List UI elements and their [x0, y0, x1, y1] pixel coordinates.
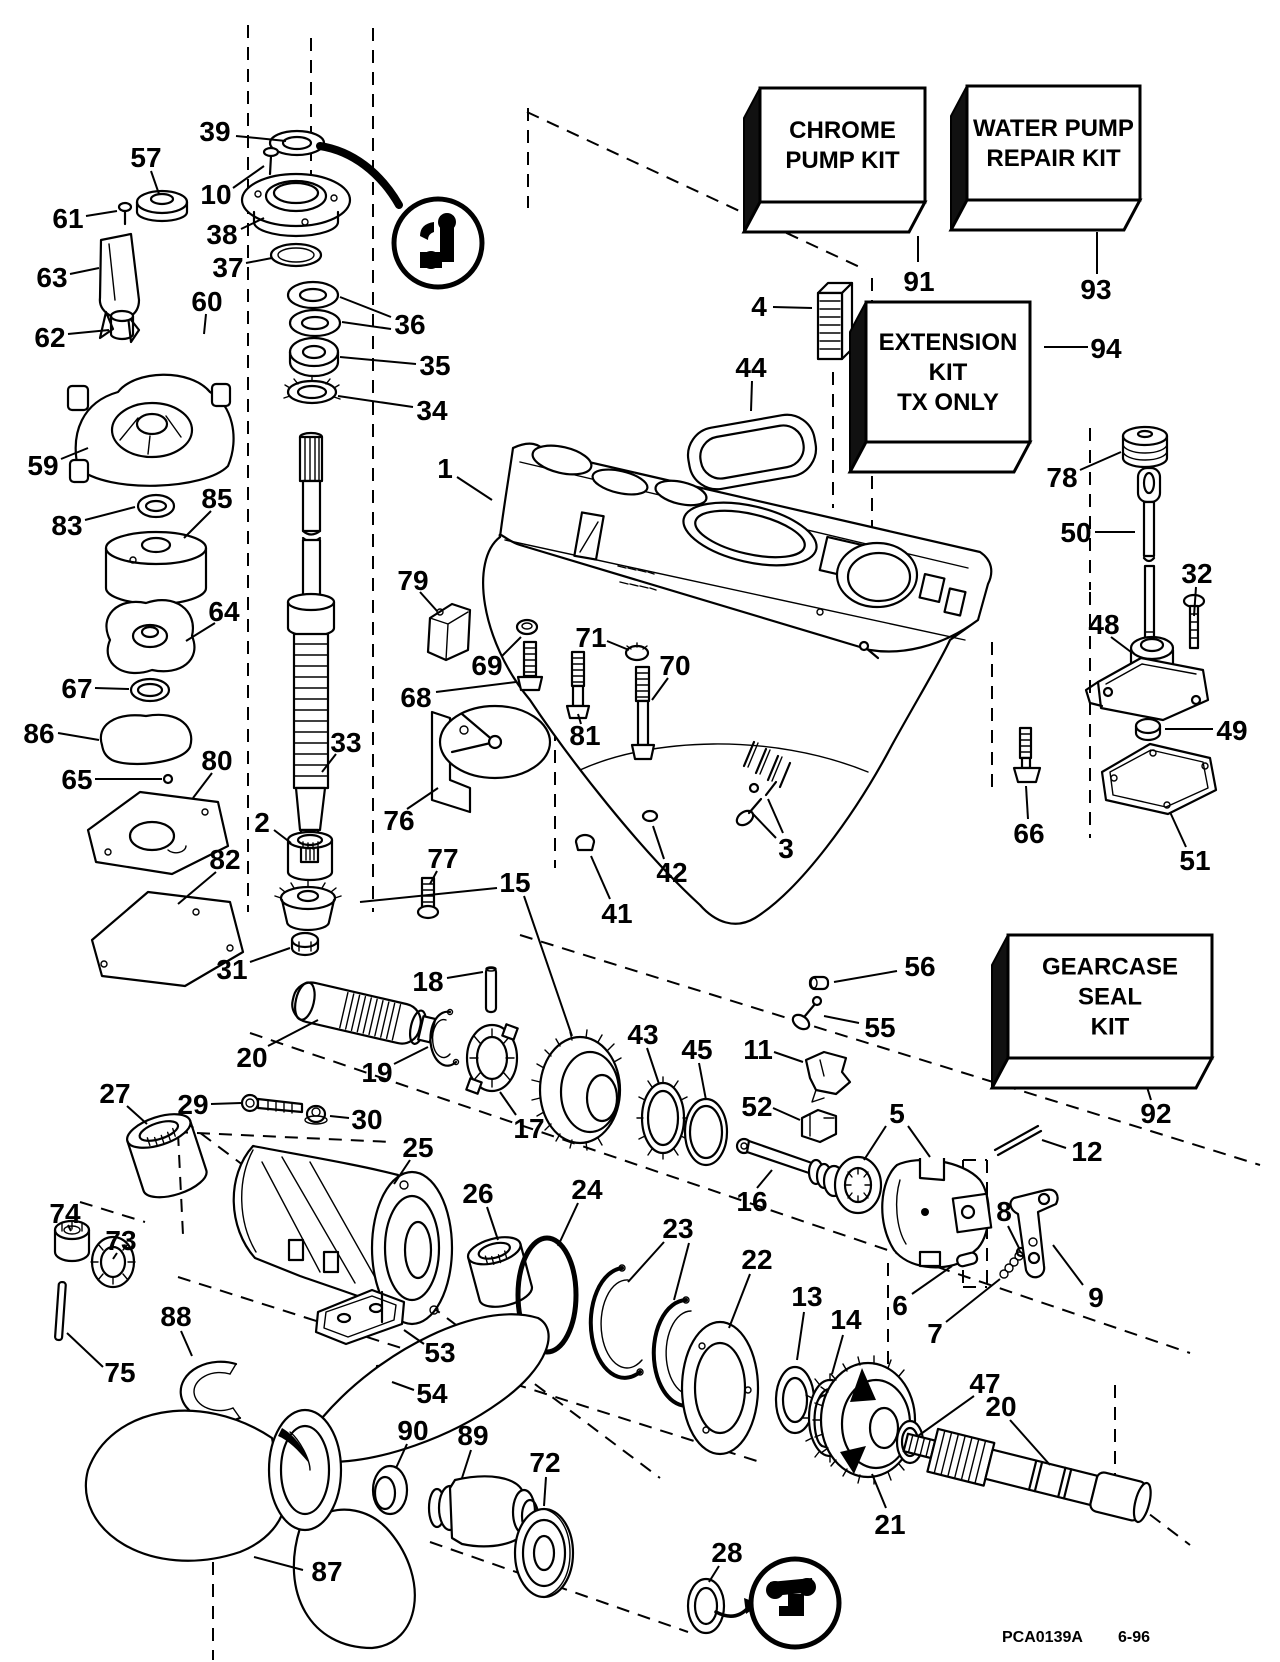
- part-number-79: 79: [397, 565, 429, 596]
- thrust-washer-45-shape: [685, 1099, 727, 1165]
- part-number-8: 8: [996, 1196, 1012, 1227]
- kit-box-94-line-0: EXTENSION: [878, 329, 1018, 356]
- part-number-64: 64: [208, 596, 240, 627]
- oring-67-shape: [131, 679, 169, 701]
- part-number-39: 39: [199, 116, 231, 147]
- part-number-22: 22: [741, 1244, 773, 1275]
- washer-36b-shape: [290, 310, 340, 336]
- part-number-56: 56: [904, 951, 936, 982]
- washer-22-shape: [682, 1322, 758, 1454]
- kit-box-92: [992, 935, 1212, 1088]
- part-number-90: 90: [397, 1415, 429, 1446]
- kit-box-front: [967, 86, 1140, 200]
- part-number-21: 21: [874, 1509, 906, 1540]
- part-number-77: 77: [427, 843, 459, 874]
- cradle-52-shape: [802, 1110, 836, 1142]
- part-number-33: 33: [330, 727, 362, 758]
- part-label-74: [49, 1198, 81, 1231]
- kit-box-bottom: [744, 202, 925, 232]
- part-label-81: [569, 714, 600, 751]
- part-number-48: 48: [1088, 609, 1120, 640]
- part-number-81: 81: [569, 720, 601, 751]
- part-number-10: 10: [200, 179, 232, 210]
- part-number-53: 53: [424, 1337, 456, 1368]
- leader-line-67: [95, 688, 129, 689]
- part-number-69: 69: [471, 650, 503, 681]
- seal-28-shape: [688, 1579, 724, 1633]
- part-number-44: 44: [735, 352, 767, 383]
- pin-18-shape: [486, 967, 496, 1012]
- part-number-78: 78: [1046, 462, 1078, 493]
- part-number-19: 19: [361, 1057, 393, 1088]
- part-number-63: 63: [36, 262, 68, 293]
- part-number-66: 66: [1013, 818, 1045, 849]
- kit-box-front: [760, 88, 925, 202]
- kit-box-93: [951, 86, 1140, 230]
- kit-box-92-line-0: GEARCASE: [1041, 953, 1179, 981]
- part-number-20: 20: [236, 1042, 268, 1073]
- part-number-6: 6: [892, 1290, 908, 1321]
- part-number-85: 85: [201, 483, 233, 514]
- footer-date-code: 6-96: [1118, 1629, 1151, 1646]
- part-number-60: 60: [191, 286, 223, 317]
- part-number-75: 75: [104, 1357, 136, 1388]
- part-number-52: 52: [741, 1091, 773, 1122]
- part-number-24: 24: [571, 1174, 603, 1205]
- washer-36a-shape: [288, 282, 338, 308]
- kit-box-93-line-1: REPAIR KIT: [986, 145, 1121, 172]
- kit-box-bottom: [951, 200, 1140, 230]
- part-number-86: 86: [23, 718, 55, 749]
- part-number-50: 50: [1060, 517, 1092, 548]
- part-number-15: 15: [499, 867, 531, 898]
- part-number-80: 80: [201, 745, 233, 776]
- pin-56-shape: [810, 977, 828, 989]
- part-number-13: 13: [791, 1281, 823, 1312]
- part-number-88: 88: [160, 1301, 192, 1332]
- part-number-47: 47: [969, 1368, 1001, 1399]
- part-number-92: 92: [1140, 1098, 1172, 1129]
- part-number-14: 14: [830, 1304, 862, 1335]
- part-number-27: 27: [99, 1078, 131, 1109]
- part-number-38: 38: [206, 219, 238, 250]
- leader-line-44: [751, 381, 752, 411]
- part-number-11: 11: [743, 1034, 773, 1065]
- part-number-2: 2: [254, 807, 270, 838]
- kit-box-91: [744, 88, 925, 232]
- part-number-59: 59: [27, 450, 59, 481]
- part-number-23: 23: [662, 1213, 694, 1244]
- kit-box-94-line-2: TX ONLY: [897, 389, 999, 416]
- part-number-74: 74: [49, 1198, 81, 1229]
- clutch-housing-5-shape: [882, 1158, 991, 1267]
- part-number-73: 73: [105, 1225, 137, 1256]
- part-number-16: 16: [736, 1186, 768, 1217]
- part-number-31: 31: [216, 954, 248, 985]
- part-number-68: 68: [400, 682, 432, 713]
- part-number-43: 43: [627, 1019, 659, 1050]
- part-number-37: 37: [212, 252, 244, 283]
- leader-line-4: [773, 307, 812, 308]
- part-number-26: 26: [462, 1178, 494, 1209]
- part-number-34: 34: [416, 395, 448, 426]
- part-number-12: 12: [1071, 1136, 1103, 1167]
- seal-83-shape: [138, 495, 174, 517]
- part-number-29: 29: [177, 1089, 209, 1120]
- part-number-32: 32: [1181, 558, 1213, 589]
- seal-90-shape: [373, 1466, 407, 1514]
- part-number-1: 1: [437, 453, 453, 484]
- footer-part-code: PCA0139A: [1002, 1629, 1083, 1646]
- part-number-54: 54: [416, 1378, 448, 1409]
- part-number-45: 45: [681, 1034, 713, 1065]
- part-number-25: 25: [402, 1132, 434, 1163]
- part-number-36: 36: [394, 309, 426, 340]
- kit-box-92-line-2: KIT: [1090, 1013, 1130, 1041]
- part-number-7: 7: [927, 1318, 943, 1349]
- grommet-42-shape: [643, 811, 657, 821]
- part-number-42: 42: [656, 857, 688, 888]
- part-number-87: 87: [311, 1556, 343, 1587]
- kit-box-91-line-1: PUMP KIT: [785, 147, 900, 174]
- part-number-18: 18: [412, 966, 444, 997]
- part-number-93: 93: [1080, 274, 1112, 305]
- part-number-28: 28: [711, 1537, 743, 1568]
- part-number-70: 70: [659, 650, 691, 681]
- part-number-51: 51: [1179, 845, 1211, 876]
- part-number-17: 17: [513, 1113, 545, 1144]
- part-number-65: 65: [61, 764, 93, 795]
- part-number-62: 62: [34, 322, 66, 353]
- part-number-61: 61: [52, 203, 84, 234]
- part-number-82: 82: [209, 844, 241, 875]
- washer-cup-72-shape: [515, 1509, 573, 1597]
- kit-box-94: [850, 302, 1030, 472]
- part-number-3: 3: [778, 833, 794, 864]
- part-label-73: [105, 1225, 136, 1259]
- kit-box-92-line-1: SEAL: [1077, 983, 1143, 1011]
- part-number-71: 71: [575, 622, 607, 653]
- pin-65-shape: [164, 775, 172, 783]
- plug-41-shape: [576, 835, 594, 850]
- part-number-72: 72: [529, 1447, 561, 1478]
- part-number-41: 41: [601, 898, 633, 929]
- part-number-35: 35: [419, 350, 451, 381]
- plug-77-shape: [418, 878, 438, 918]
- impeller-64-shape: [106, 600, 194, 673]
- part-number-83: 83: [51, 510, 83, 541]
- kit-box-93-line-0: WATER PUMP: [973, 115, 1134, 142]
- leader-line-29: [211, 1103, 241, 1104]
- grommet-4-shape: [818, 283, 852, 359]
- kit-box-bottom: [992, 1058, 1212, 1088]
- part-number-9: 9: [1088, 1282, 1104, 1313]
- kit-box-91-line-0: CHROME: [789, 117, 896, 144]
- part-number-49: 49: [1216, 715, 1248, 746]
- part-number-91: 91: [903, 266, 935, 297]
- part-number-67: 67: [61, 673, 93, 704]
- kit-box-94-line-1: KIT: [928, 359, 968, 386]
- bearing-5a-shape: [835, 1157, 881, 1213]
- part-number-55: 55: [864, 1012, 896, 1043]
- part-number-76: 76: [383, 805, 415, 836]
- kit-box-bottom: [850, 442, 1030, 472]
- part-number-5: 5: [889, 1098, 905, 1129]
- part-number-30: 30: [351, 1104, 383, 1135]
- part-number-57: 57: [130, 142, 162, 173]
- nut-69-shape: [517, 620, 537, 634]
- part-number-20: 20: [985, 1391, 1017, 1422]
- part-number-89: 89: [457, 1420, 489, 1451]
- part-number-94: 94: [1090, 333, 1122, 364]
- part-number-4: 4: [751, 291, 767, 322]
